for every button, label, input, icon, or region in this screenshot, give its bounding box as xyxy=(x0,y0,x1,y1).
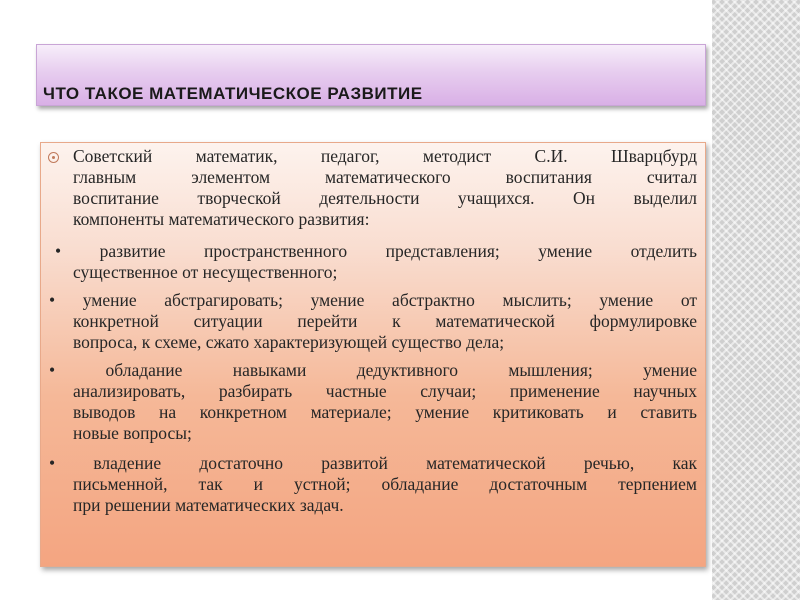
text-line: вопроса, к схеме, сжато характеризующей существо дела; xyxy=(73,332,505,352)
text-line: Советский математик, педагог, методист С.И. Шварцбурд xyxy=(73,146,697,166)
text-line: воспитание творческой деятельности учащихся. Он выделил xyxy=(73,188,697,208)
text-line: • умение абстрагировать; умение абстрактно мыслить; умение от xyxy=(49,290,697,310)
text-line: при решении математических задач. xyxy=(73,495,344,515)
text-line: • развитие пространственного представления; умение отделить xyxy=(55,241,697,261)
text-line: • обладание навыками дедуктивного мышления; умение xyxy=(49,360,697,380)
list-item-spatial xyxy=(55,241,697,283)
text-line: новые вопросы; xyxy=(73,423,192,443)
text-line: конкретной ситуации перейти к математической формулировке xyxy=(73,311,697,331)
text-line: главным элементом математического воспитания считал xyxy=(73,167,697,187)
text-line: анализировать, разбирать частные случаи; применение научных xyxy=(73,381,697,401)
text-line: письменной, так и устной; обладание достаточным терпением xyxy=(73,474,697,494)
slide-title: ЧТО ТАКОЕ МАТЕМАТИЧЕСКОЕ РАЗВИТИЕ xyxy=(43,84,423,103)
text-line: выводов на конкретном материале; умение критиковать и ставить xyxy=(73,402,697,422)
decorative-side-stripe xyxy=(712,0,800,600)
circle-bullet-icon xyxy=(48,152,59,163)
list-item-abstraction xyxy=(49,290,697,353)
text-line: • владение достаточно развитой математической речью, как xyxy=(49,453,697,473)
content-box xyxy=(40,142,706,567)
text-line: существенное от несущественного; xyxy=(73,262,338,282)
title-bar xyxy=(36,44,706,106)
list-item-speech xyxy=(49,453,697,516)
paragraph-intro xyxy=(73,146,697,230)
text-line: компоненты математического развития: xyxy=(73,209,370,229)
list-item-deduction xyxy=(49,360,697,444)
